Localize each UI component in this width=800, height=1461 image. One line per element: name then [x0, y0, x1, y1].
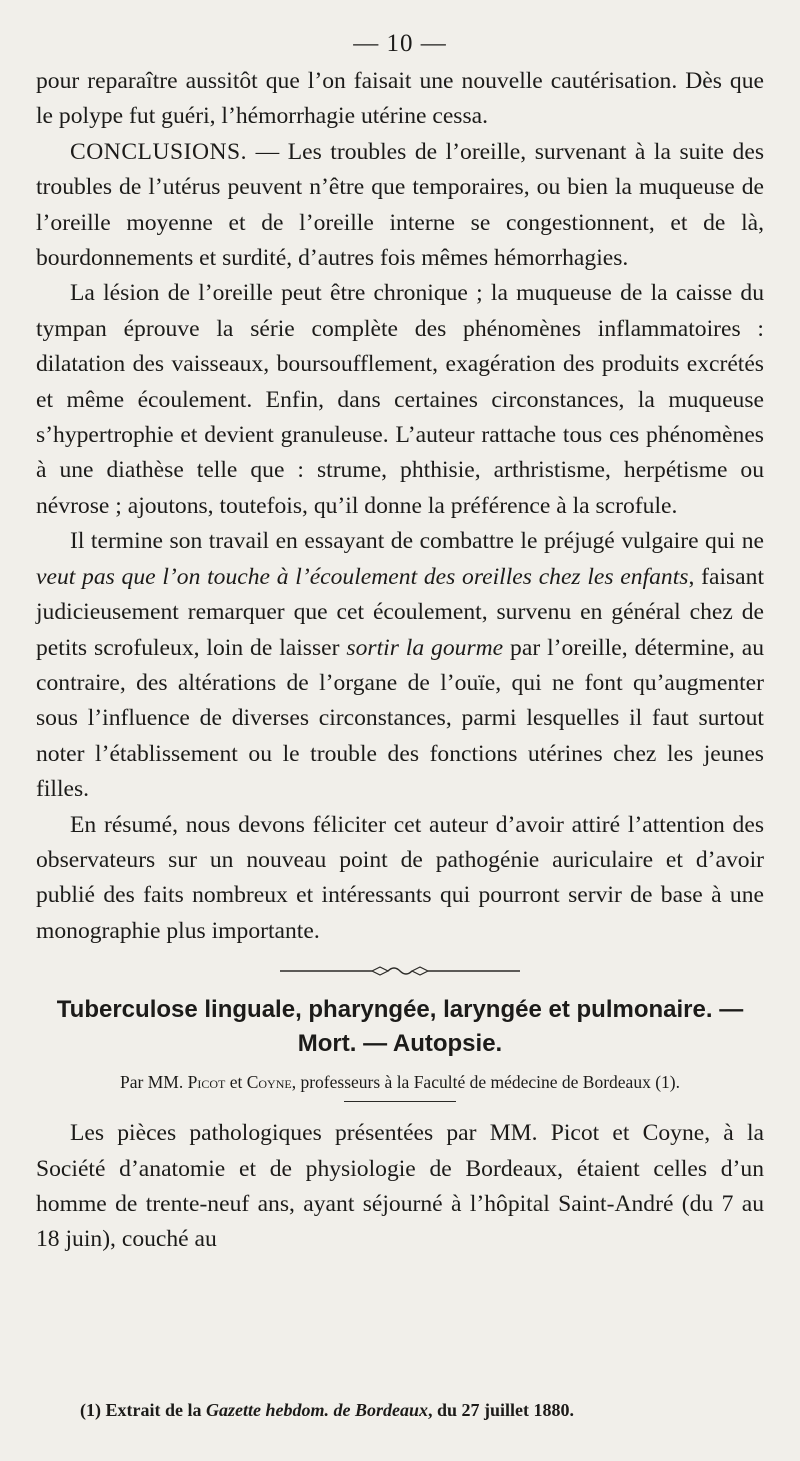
- paragraph-conclusions: [36, 135, 764, 277]
- authors-suffix: , professeurs à la Faculté de médecine de Bordeaux (1).: [291, 1072, 680, 1093]
- authors-and: et: [225, 1072, 247, 1093]
- short-rule: [344, 1101, 456, 1102]
- paragraph-termine: [36, 524, 764, 807]
- footnote: [80, 1398, 760, 1422]
- paragraph-resume: En résumé, nous devons féliciter cet auteur d’avoir attiré l’attention des observateurs sur un nouveau point de pathogénie auriculaire et d’avoir publié des faits nombreux et intéressants qui pourront servir de base à une monographie plus importante.: [36, 811, 764, 944]
- footnote-journal: Gazette hebdom. de Bordeaux: [205, 1400, 428, 1420]
- termine-text-2: , faisant judicieusement remarquer que cet écoulement, survenu en général chez de petits scrofuleux, loin de laisser: [36, 563, 764, 661]
- document-page: [36, 30, 764, 1258]
- authors-prefix: Par MM.: [120, 1072, 188, 1093]
- author-coyne: Coyne: [246, 1072, 292, 1093]
- ornament-divider: [36, 965, 764, 977]
- footnote-prefix: (1) Extrait de la: [80, 1400, 206, 1420]
- termine-text-3: par l’oreille, détermine, au contraire, des altérations de l’organe de l’ouïe, qui ne font qu’augmenter sous l’influence de diverses circonstances, parmi lesquelles il faut surtout noter l’établissement ou le trouble des fonctions utérines chez les jeunes filles.: [36, 634, 764, 803]
- termine-italic-1: veut pas que l’on touche à l’écoulement des oreilles chez les enfants: [36, 563, 689, 590]
- termine-italic-2: sortir la gourme: [346, 634, 504, 661]
- paragraph-continuation: pour reparaître aussitôt que l’on faisait une nouvelle cautérisation. Dès que le polype fut guéri, l’hémorrhagie utérine cessa.: [36, 68, 764, 130]
- author-picot: Picot: [187, 1072, 226, 1093]
- conclusions-heading: CONCLUSIONS.: [70, 138, 248, 165]
- article-title: Tuberculose linguale, pharyngée, laryngée et pulmonaire. — Mort. — Autopsie.: [56, 996, 744, 1058]
- article-authors: [36, 1069, 764, 1095]
- conclusions-text: — Les troubles de l’oreille, survenant à la suite des troubles de l’utérus peuvent n’être que temporaires, ou bien la muqueuse de l’oreille moyenne et de l’oreille interne se congestionnent, et de là, bourdonnements et surdité, d’autres fois mêmes hémorrhagies.: [36, 138, 764, 272]
- ornament-rule-icon: [280, 965, 520, 977]
- article-body: Les pièces pathologiques présentées par MM. Picot et Coyne, à la Société d’anatomie et de physiologie de Bordeaux, étaient celles d’un homme de trente-neuf ans, ayant séjourné à l’hôpital Saint-André (du 7 au 18 juin), couché au: [36, 1120, 764, 1253]
- page-number: — 10 —: [353, 30, 447, 57]
- paragraph-lesion: La lésion de l’oreille peut être chronique ; la muqueuse de la caisse du tympan éprouve la série complète des phénomènes inflammatoires : dilatation des vaisseaux, boursoufflement, exagération des produits excrétés et même écoulement. Enfin, dans certaines circonstances, la muqueuse s’hypertrophie et devient granuleuse. L’auteur rattache tous ces phénomènes à une diathèse telle que : strume, phthisie, arthristisme, herpétisme ou névrose ; ajoutons, toutefois, qu’il donne la préférence à la scrofule.: [36, 280, 764, 519]
- footnote-suffix: , du 27 juillet 1880.: [427, 1400, 574, 1420]
- termine-text-1: Il termine son travail en essayant de combattre le préjugé vulgaire qui ne: [70, 528, 764, 555]
